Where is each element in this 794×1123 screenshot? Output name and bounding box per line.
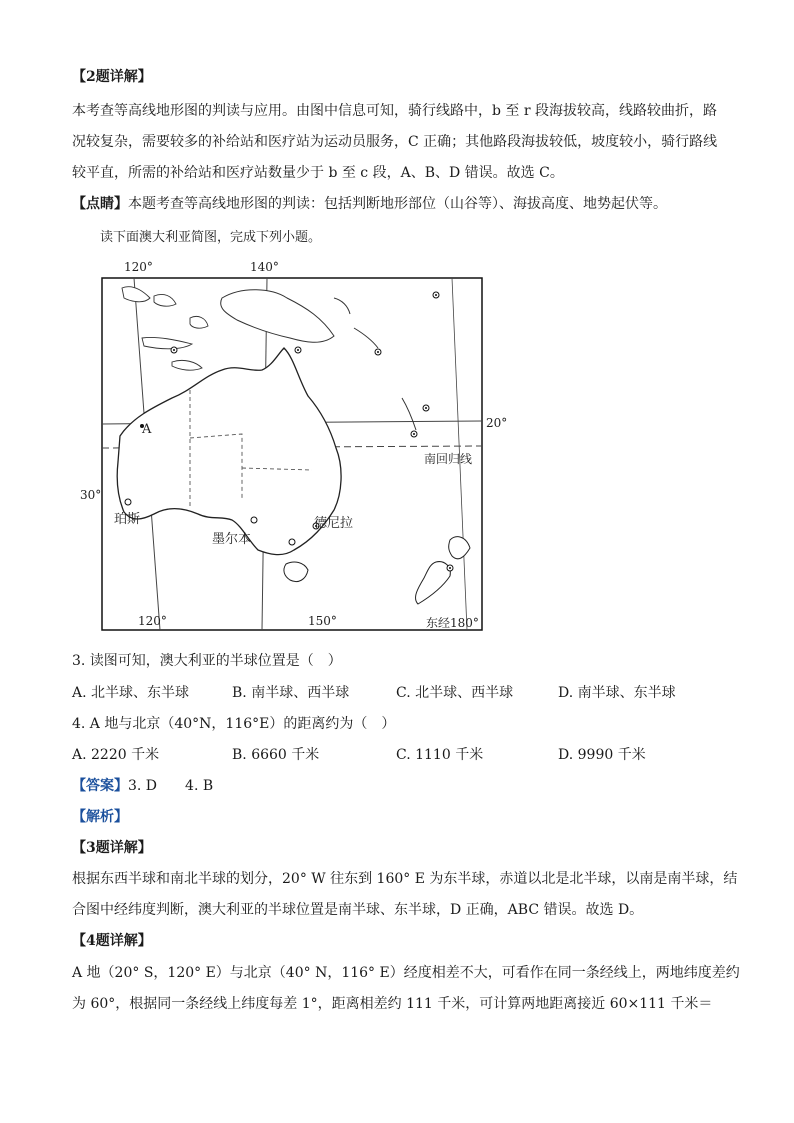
section3-para-2: 合图中经纬度判断，澳大利亚的半球位置是南半球、东半球，D 正确，ABC 错误。故选 D。 [72, 902, 644, 918]
lat-label-30: 30° [80, 488, 102, 502]
section2-para-3: 较平直，所需的补给站和医疗站数量少于 b 至 c 段，A、B、D 错误。故选 C。 [72, 165, 564, 181]
dianjing-label: 【点睛】 [72, 196, 128, 212]
map-intro: 读下面澳大利亚简图，完成下列小题。 [100, 230, 322, 245]
perth-label: 珀斯 [114, 512, 141, 527]
q3-stem: 3. 读图可知，澳大利亚的半球位置是（ ） [72, 653, 342, 669]
lon-label-top-120: 120° [124, 260, 153, 274]
section2-para-1: 本考查等高线地形图的判读与应用。由图中信息可知，骑行线路中，b 至 r 段海拔较高，线路较曲折，路 [72, 103, 718, 119]
q3-option-a: A. 北半球、东半球 [72, 685, 190, 701]
q3-option-c: C. 北半球、西半球 [396, 685, 514, 701]
answer-label: 【答案】 [72, 778, 128, 794]
section2-para-2: 况较复杂，需要较多的补给站和医疗站为运动员服务，C 正确；其他路段海拔较低，坡度较小，骑行路线 [72, 134, 718, 150]
sydney-label: 德尼拉 [314, 516, 354, 531]
section4-heading: 【4题详解】 [72, 933, 152, 949]
answer-text: 3. D 4. B [128, 778, 214, 794]
analysis-label: 【解析】 [72, 809, 128, 825]
section4-para-1: A 地（20° S，120° E）与北京（40° N，116° E）经度相差不大，可看作在同一条经线上，两地纬度差约 [72, 965, 740, 981]
section4-para-2: 为 60°，根据同一条经线上纬度每差 1°，距离相差约 111 千米，可计算两地距离接近 60×111 千米＝ [72, 996, 713, 1012]
point-a-label: A [142, 422, 152, 437]
melbourne-label: 墨尔本 [212, 532, 252, 547]
dianjing-line [72, 193, 667, 213]
lon-label-top-140: 140° [250, 260, 279, 274]
lat-label-20: 20° [486, 416, 508, 430]
section3-para-1: 根据东西半球和南北半球的划分，20° W 往东到 160° E 为东半球，赤道以北是北半球，以南是南半球，结 [72, 871, 738, 887]
lon-label-bottom-150: 150° [308, 614, 337, 628]
tropic-label: 南回归线 [424, 452, 473, 466]
answer-line [72, 775, 213, 795]
section2-heading: 【2题详解】 [72, 69, 152, 85]
lon-label-bottom-120: 120° [138, 614, 167, 628]
q4-option-b: B. 6660 千米 [232, 747, 320, 763]
q3-option-d: D. 南半球、东半球 [558, 685, 676, 701]
q4-option-a: A. 2220 千米 [72, 747, 160, 763]
lon-label-bottom-180: 东经180° [426, 616, 479, 630]
q4-option-c: C. 1110 千米 [396, 747, 484, 763]
q3-option-b: B. 南半球、西半球 [232, 685, 350, 701]
q4-option-d: D. 9990 千米 [558, 747, 646, 763]
q4-stem: 4. A 地与北京（40°N，116°E）的距离约为（ ） [72, 716, 396, 732]
australia-map [72, 258, 512, 638]
dianjing-text: 本题考查等高线地形图的判读：包括判断地形部位（山谷等）、海拔高度、地势起伏等。 [128, 196, 667, 212]
section3-heading: 【3题详解】 [72, 840, 152, 856]
map-drawing [72, 258, 512, 638]
